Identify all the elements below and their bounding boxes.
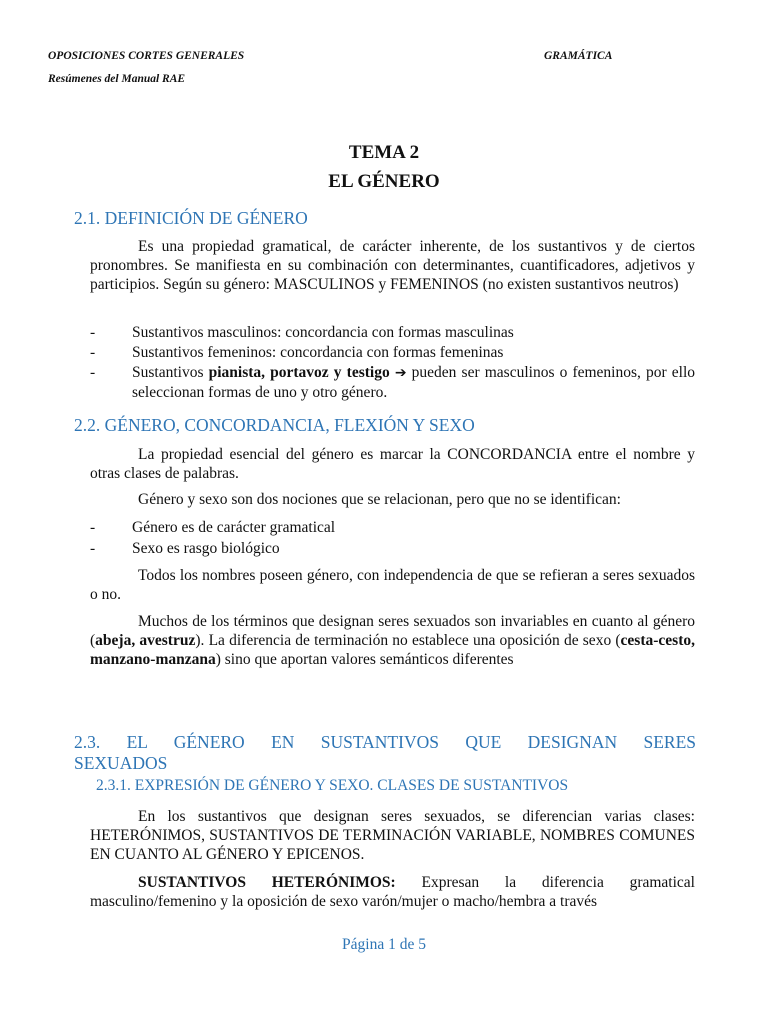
text-segment: pueden ser masculinos o femeninos, por ello seleccionan formas de uno y otro género. bbox=[132, 364, 696, 401]
paragraph: Todos los nombres poseen género, con independencia de que se refieran a seres sexuados o no. bbox=[90, 567, 695, 603]
section-heading-2-1: 2.1. DEFINICIÓN DE GÉNERO bbox=[74, 208, 308, 228]
paragraph bbox=[90, 873, 695, 911]
paragraph: Género y sexo son dos nociones que se relacionan, pero que no se identifican: bbox=[138, 491, 621, 508]
arrow-right-icon: ➔ bbox=[394, 365, 407, 381]
page-title: TEMA 2 bbox=[348, 142, 420, 163]
section-heading-2-3: 2.3. EL GÉNERO EN SUSTANTIVOS QUE DESIGNAN SERES bbox=[74, 732, 696, 752]
header-subtitle: Resúmenes del Manual RAE bbox=[48, 73, 186, 85]
text-segment: Sustantivos bbox=[132, 364, 209, 381]
list-item-text: Sustantivos femeninos: concordancia con formas femeninas bbox=[132, 344, 504, 361]
header-left: OPOSICIONES CORTES GENERALES bbox=[48, 50, 245, 62]
bold-terms: pianista, portavoz y testigo bbox=[208, 364, 390, 381]
section-heading-2-2: 2.2. GÉNERO, CONCORDANCIA, FLEXIÓN Y SEXO bbox=[74, 415, 475, 435]
page-number: Página 1 de 5 bbox=[342, 936, 426, 953]
text-segment: ) sino que aportan valores semánticos diferentes bbox=[215, 651, 514, 668]
text-segment: Expresan la diferencia gramatical masculino/femenino y la oposición de sexo varón/mujer o macho/hembra a través bbox=[90, 874, 695, 910]
page-subtitle: EL GÉNERO bbox=[328, 171, 440, 192]
bold-terms: abeja, avestruz bbox=[95, 632, 196, 649]
list-item-text: Género es de carácter gramatical bbox=[132, 519, 336, 536]
bold-terms: SUSTANTIVOS HETERÓNIMOS: bbox=[138, 874, 396, 891]
paragraph: La propiedad esencial del género es marcar la CONCORDANCIA entre el nombre y otras clases de palabras. bbox=[90, 446, 695, 482]
text-segment: Muchos de los términos que designan seres sexuados son invariables en cuanto al género ( bbox=[90, 613, 695, 649]
bold-terms: cesta-cesto, manzano-manzana bbox=[90, 632, 695, 668]
list-item-text bbox=[132, 363, 695, 402]
subsection-heading-2-3-1: 2.3.1. EXPRESIÓN DE GÉNERO Y SEXO. CLASES DE SUSTANTIVOS bbox=[96, 777, 569, 794]
text-segment: ). La diferencia de terminación no establece una oposición de sexo ( bbox=[195, 632, 621, 649]
list-item-text: Sexo es rasgo biológico bbox=[132, 540, 280, 557]
paragraph: En los sustantivos que designan seres sexuados, se diferencian varias clases: HETERÓNIMOS, SUSTANTIVOS DE TERMINACIÓN VARIABLE, NOMBRES COMUNES EN CUANTO AL GÉNERO Y EPICENOS. bbox=[90, 808, 695, 863]
header-right: GRAMÁTICA bbox=[544, 50, 613, 62]
section-heading-2-3-cont: SEXUADOS bbox=[74, 753, 168, 773]
paragraph bbox=[90, 612, 695, 669]
paragraph-definicion: Es una propiedad gramatical, de carácter inherente, de los sustantivos y de ciertos pronombres. Se manifiesta en su combinación con determinantes, cuantificadores, adjetivos y participios. Según su género: MASCULINOS y FEMENINOS (no existen sustantivos neutros) bbox=[90, 238, 695, 293]
list-item-text: Sustantivos masculinos: concordancia con formas masculinas bbox=[132, 324, 514, 341]
